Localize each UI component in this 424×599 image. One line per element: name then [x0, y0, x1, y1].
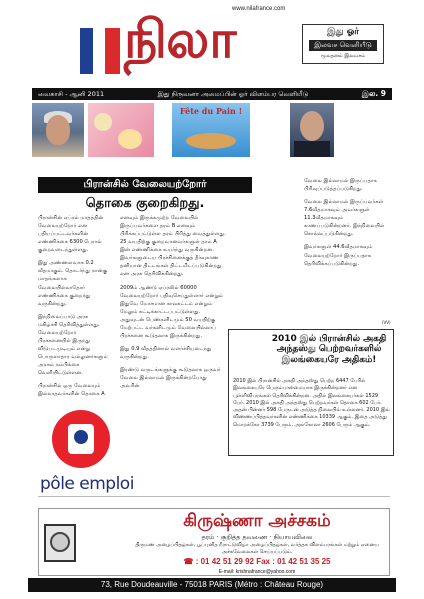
tagline-line1: இது ஓர்: [327, 27, 359, 37]
box-title: 2010 இல் பிரான்சில் அகதி அந்தஸ்து பெற்றவர்களில் இலங்கையரே அதிகம்!: [271, 334, 387, 365]
photo-face: [300, 111, 324, 141]
ad-email[interactable]: E-mail: krishnafrance@yahoo.com: [218, 569, 296, 575]
article-column-2: [120, 214, 226, 454]
paragraph: வேலை இல்லாமல் இருப்பவர்கள் 7.6வீதமாகவும் அவர்களுள் 11.3வீதமாகவும் காணப்படுகின்றனர். இந்நிலையில் சொல்லப்படுகின்றது.: [304, 199, 385, 238]
article-column-3: [304, 177, 392, 327]
divider: [38, 496, 390, 497]
press-roller: [50, 532, 70, 552]
printing-press-advert[interactable]: [38, 508, 390, 576]
photo-fete-du-pain[interactable]: [172, 103, 250, 157]
address-bar: 73, Rue Doudeauville - 75018 PARIS (Métro : Château Rouge): [28, 578, 396, 592]
photo-suit: [294, 141, 330, 157]
paragraph: இது 0.9 வீதத்தினால் வளர்ச்சியடைந்து வருகின்றது.: [120, 345, 212, 360]
flag-blue-stripe: [80, 28, 93, 74]
printing-press-icon: [40, 518, 80, 566]
pole-emploi-logo-text: pôle emploi: [40, 474, 134, 494]
tagline-box: [302, 24, 384, 64]
photo-face: [46, 115, 70, 145]
article-credit: (VV): [382, 320, 391, 325]
paragraph: இவர்களுள் 44.6வீதமாகவும் வேலையற்றோர் இருப்பதாக தெரிவிக்கப்படுகின்றது.: [304, 244, 373, 267]
box-body: 2010 இல் பிரான்சில் அகதி அந்தஸ்து பெற்ற 6447 பேரில் இலங்கையரே பெரும்பான்மையாக இருக்கின்றனர் என புள்ளிவிபரங்கள் தெரிவிக்கின்றன. அதில் இலங்கையர்கள் 1529 பேர். 2010 இல் அகதி அந்தஸ்து பெற்றவர்கள் தொகை 602 பேர். அதன் பின்னர் 598 பேருடன் அடுத்த நிலையில் உள்ளனர். 2010 இல் விண்ணப்பித்தவர்களின் எண்ணிக்கை 10339 ஆகும். இதை அடுத்து மொறக்கோ 3739 பேரும், அங்கோலா 2606 பேரும் ஆகும்.: [233, 378, 390, 428]
photo-shape-b: [118, 129, 142, 149]
photo-man-portrait[interactable]: [32, 103, 84, 157]
ad-phone[interactable]: ☎ : 01 42 51 29 92 Fax : 01 42 51 35 25: [183, 557, 331, 566]
paragraph: எனவும் இருக்கமுற்ற வேலையில் இருப்பவர்களை தரம் B எனவும் பிரிக்கப்பட்டுள்ள தரம் பிரித்து வைத்துள்ளது. 25 வயதிற்கு குறைவானவர்களுள் தரம் A இன் எண்ணிக்கை உயர்ந்து வருகின்றன. இவர்களுடைய பிரச்சினைக்குத் தீர்வுகாண தனியான திட்டங்கள் திட்டமிடப்படுகின்றது என அரசு தெரிவிக்கின்றது.: [120, 215, 226, 278]
ad-title: கிருஷ்ணா அச்சகம்: [183, 511, 331, 531]
fete-du-pain-text: Fête du Pain !: [179, 106, 243, 116]
tagline-line3: மூலதனம் இலவசம்: [321, 53, 365, 59]
article-column-1: [38, 214, 108, 398]
photo-politician[interactable]: [290, 103, 334, 157]
french-flag-icon: [80, 28, 122, 74]
tagline-line2: இலவச வெளியீடு: [309, 40, 377, 51]
paragraph: பிரான்சின் ஏப்ரல் மாதத்தின் வேலையற்றோர் என பதியப்பட்டவர்களின் எண்ணிக்கை 6300 பேரால் குறைவடைந்துள்ளது.: [38, 215, 104, 254]
paragraph: இரண்டு வருடங்களுக்கு கூடுதலாக ஒருவர் வேலை இல்லாமல் இருக்கின்றபோது அவரின்: [120, 367, 221, 390]
paragraph: 2009ம் ஆண்டு ஏப்ரலில் 60000 வேலையற்றோர் பதிவுசெய்துள்ளார் என்றும் இதுவே மோசமான காலகட்டம் என்றும் மேலும் சுட்டிக்காட்டப்பட்டுள்ளது. அதுவுடன் பெண்களிடமும் 50 வயதிற்கு மேற்பட்ட வர்களிடமும் வேலையில்லாப் பிரச்சனை கூடுதலாக இருக்கின்றது.: [120, 284, 224, 339]
photo-shape-a: [94, 113, 112, 131]
masthead-title: நிலா: [124, 10, 236, 70]
main-subheadline: தொகை குறைகிறது.: [85, 196, 205, 211]
issue-date: வைகாசி - ஆனி 2011: [38, 89, 105, 98]
photo-pastry-card[interactable]: [88, 103, 154, 157]
logo-dot: [74, 430, 88, 444]
publication-slogan: இது நிருவனா அமைப்பின் ஓர் விளம்பர வெளியீடு: [157, 89, 309, 98]
ad-subtitle: தரம் · குறித்த தவணை · நியாயவிலை: [201, 533, 313, 541]
main-headline: பிரான்சில் வேலையற்றோர்: [38, 177, 252, 193]
paragraph: இந்நிலைப்பாடு அரசு மகிழ்ச்சி தெரிவித்துள்ளது. வேலையற்றோர் பிரச்சனையில் இருந்து விடுபடமுடியும் என்று பொருளாதார வல்லுனர்களும் அரசும் நம்பிக்கை வெளியிட்டுள்ளன.: [38, 313, 108, 377]
bread-icon: [186, 133, 236, 149]
flag-white-stripe: [93, 28, 105, 74]
paragraph: பிரான்சில் ஒரு வேலையும் இல்லாதவர்களின் தொகை A: [38, 383, 105, 398]
pole-emploi-logo-icon: [52, 410, 110, 468]
paragraph: வேலை இல்லாமல் இருப்பதாக பிரிவுப்படுத்தப்படுகிறது.: [304, 178, 377, 193]
flag-red-stripe: [105, 28, 120, 74]
issue-number: இல. 9: [361, 89, 386, 98]
paragraph: இது அண்ணளவாக 0.2 வீதமாகும். தொடர்ந்து நான்கு மாதங்களாக வேலையில்லாதோர் எண்ணிக்கை குறைந்து வருகின்றது.: [38, 260, 108, 307]
info-bar: [32, 88, 392, 100]
refugee-story-box: [228, 329, 394, 456]
site-url[interactable]: www.nilafrance.com: [232, 6, 286, 12]
ad-description: திருமண அழைப்பிதழ்கள், பூப்புனித நீராட்டுவிழா அழைப்பிதழ்கள், வர்த்தக விளம்பரங்கள் மற்றும் ஏனைய அச்சுவேலைகள் செய்யப்படும்.: [135, 542, 379, 555]
